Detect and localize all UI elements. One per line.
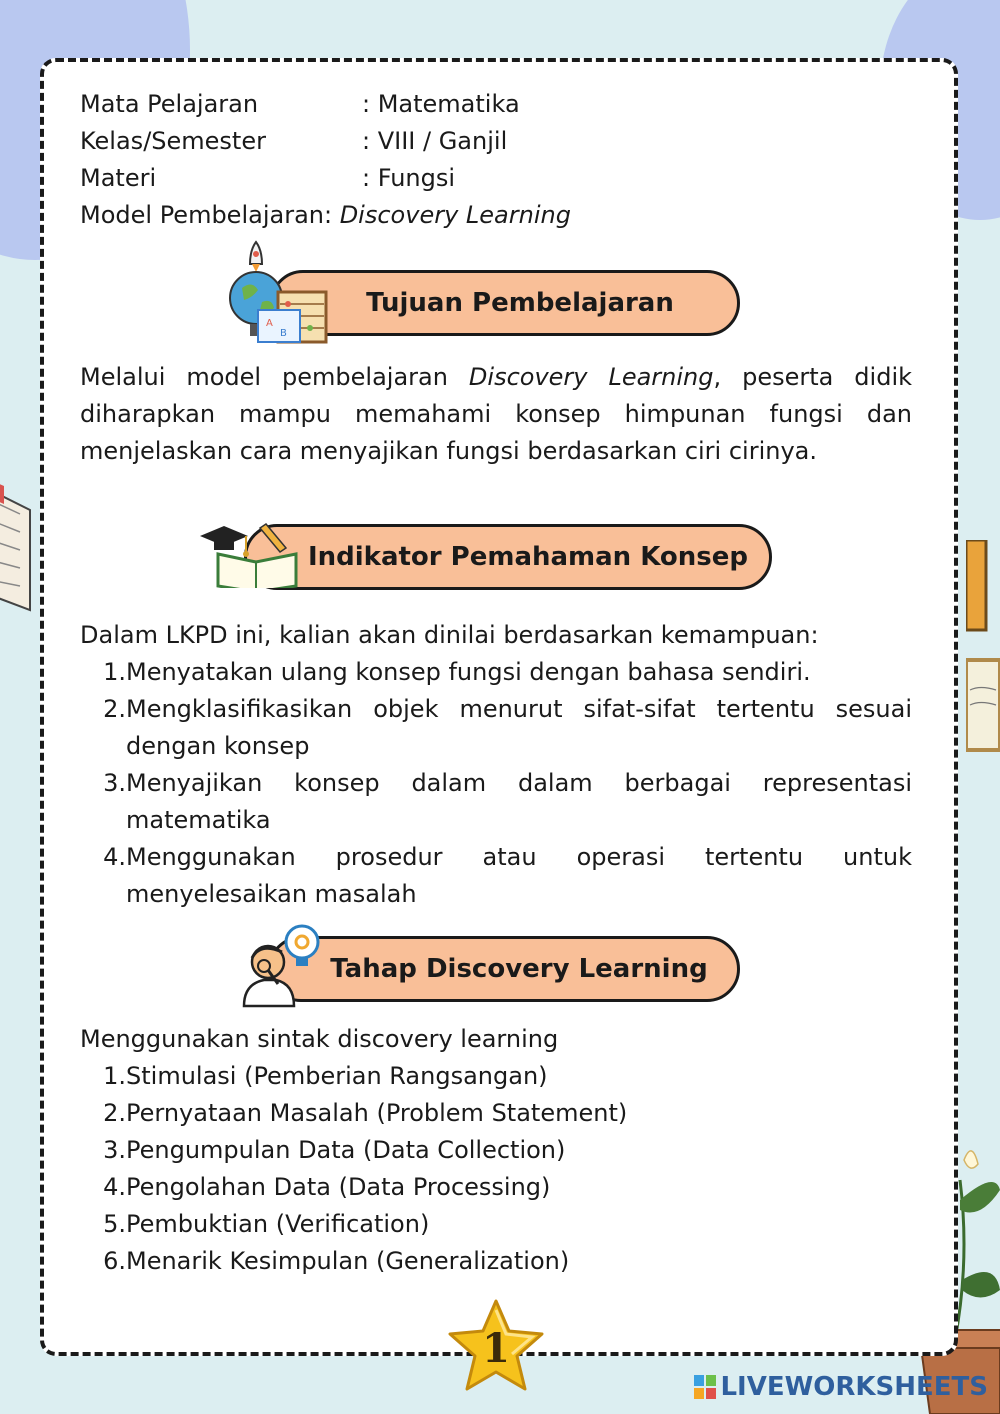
subject-info [80,86,571,234]
meta-label: Materi [80,164,157,192]
section-header-tujuan [222,240,742,339]
notebook-decoration-icon [966,540,1000,760]
list-item: 2. Mengklasifikasikan objek menurut sifat-sifat tertentu sesuai dengan konsep [103,695,912,760]
section-title-pill [268,936,740,1002]
meta-value: : Fungsi [362,164,456,192]
svg-text:B: B [280,328,287,339]
list-item: 6. Menarik Kesimpulan (Generalization) [103,1247,570,1275]
tahap-list [80,1021,912,1280]
meta-row-class [80,123,571,160]
meta-row-subject [80,86,571,123]
list-item: 1. Stimulasi (Pemberian Rangsangan) [103,1062,548,1090]
svg-text:A: A [266,318,273,329]
liveworksheets-brand [694,1372,988,1402]
indikator-intro: Dalam LKPD ini, kalian akan dinilai berdasarkan kemampuan: [80,621,819,649]
globe-rocket-abacus-icon [222,240,332,348]
page-number-star-icon [446,1298,546,1393]
list-item: 1. Menyatakan ulang konsep fungsi dengan bahasa sendiri. [103,658,811,686]
meta-value: : Discovery Learning [323,201,571,229]
section-header-tahap [236,924,742,994]
tahap-intro: Menggunakan sintak discovery learning [80,1025,559,1053]
list-item: 5. Pembuktian (Verification) [103,1210,430,1238]
section-title: Tahap Discovery Learning [330,954,708,984]
brand-text: LIVEWORKSHEETS [720,1372,988,1402]
meta-row-model [80,197,571,234]
open-book-decoration-icon [0,480,40,620]
section-title: Tujuan Pembelajaran [366,288,674,318]
meta-label: Mata Pelajaran [80,90,259,118]
list-item: 4. Menggunakan prosedur atau operasi tertentu untuk menyelesaikan masalah [103,843,912,908]
list-item: 4. Pengolahan Data (Data Processing) [103,1173,551,1201]
meta-label: Kelas/Semester [80,127,266,155]
section-title: Indikator Pemahaman Konsep [307,542,749,572]
section-title-pill [244,524,772,590]
meta-row-material [80,160,571,197]
page-number: 1 [482,1325,510,1372]
meta-label: Model Pembelajaran [80,201,324,229]
list-item: 3. Pengumpulan Data (Data Collection) [103,1136,566,1164]
thinking-lightbulb-icon [236,924,332,1008]
graduation-book-icon [196,518,306,588]
tujuan-paragraph: Melalui model pembelajaran Discovery Learning, peserta didik diharapkan mampu memahami konsep himpunan fungsi dan menjelaskan cara menyajikan fungsi berdasarkan ciri cirinya. [80,363,913,465]
meta-value: : VIII / Ganjil [362,127,508,155]
section-title-pill [270,270,740,336]
meta-value: : Matematika [362,90,520,118]
list-item: 3. Menyajikan konsep dalam dalam berbagai representasi matematika [103,769,912,834]
list-item: 2. Pernyataan Masalah (Problem Statement) [103,1099,628,1127]
liveworksheets-logo-icon [694,1375,716,1399]
section-header-indikator [196,518,776,588]
indikator-list [80,617,912,913]
